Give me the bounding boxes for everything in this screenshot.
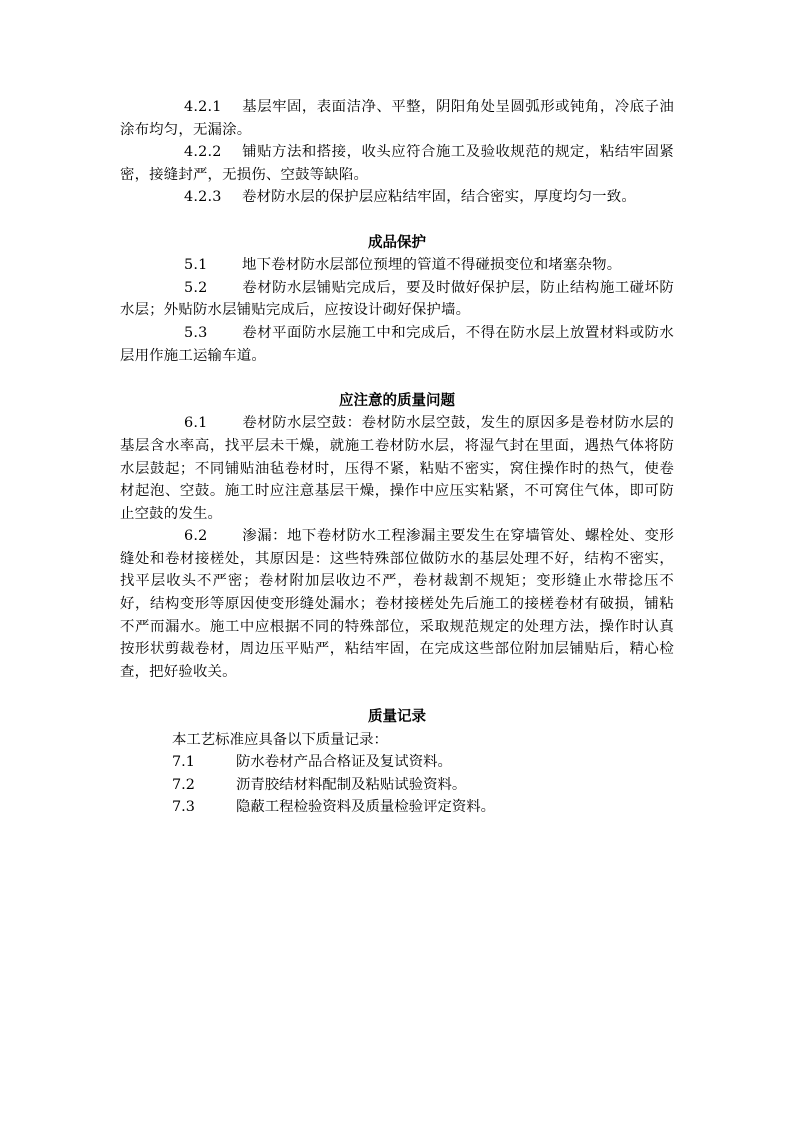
- clause-text: 卷材平面防水层施工中和完成后，不得在防水层上放置材料或防水层用作施工运输车道。: [120, 324, 674, 364]
- clause-number: 4.2.1: [184, 99, 222, 115]
- clause-text: 地下卷材防水层部位预埋的管道不得碰损变位和堵塞杂物。: [242, 257, 622, 274]
- clause-number: 7.3: [172, 799, 195, 816]
- spacer: [120, 683, 674, 706]
- section-heading-quality-issues: 应注意的质量问题: [339, 391, 455, 409]
- clause-number: 6.1: [184, 415, 208, 432]
- document-page: [120, 96, 674, 819]
- clause-text: 防水卷材产品合格证及复试资料。: [236, 754, 452, 771]
- clause-text: 渗漏：地下卷材防水工程渗漏主要发生在穿墙管处、螺栓处、变形缝处和卷材接槎处，其原因是：这些特殊部位做防水的基层处理不好，结构不密实，找平层收头不严密；卷材附加层收边不严，卷材裁割不规矩；变形缝止水带捻压不好，结构变形等原因使变形缝处漏水；卷材接槎处先后施工的接槎卷材有破损，铺粘不严而漏水。施工中应根据不同的特殊部位，采取规范规定的处理方法，操作时认真按形状剪裁卷材，周边压平贴严，粘结牢固，在完成这些部位附加层铺贴后，精心检查，把好验收关。: [120, 528, 674, 680]
- record-7-2: [120, 774, 674, 797]
- section-heading-quality-records: 质量记录: [368, 708, 426, 726]
- clause-number: 5.3: [184, 324, 208, 341]
- clause-number: 5.2: [184, 279, 208, 296]
- spacer: [120, 209, 674, 232]
- clause-number: 4.2.2: [184, 144, 222, 161]
- clause-4-2-2: [120, 141, 674, 186]
- clause-text: 隐蔽工程检验资料及质量检验评定资料。: [236, 799, 496, 816]
- clause-6-2: [120, 525, 674, 683]
- records-intro: 本工艺标准应具备以下质量记录：: [172, 731, 388, 748]
- clause-text: 基层牢固，表面洁净、平整，阴阳角处呈圆弧形或钝角，冷底子油涂布均匀，无漏涂。: [120, 99, 674, 138]
- clause-4-2-1: [120, 96, 674, 141]
- clause-number: 4.2.3: [184, 189, 222, 206]
- clause-5-3: [120, 322, 674, 367]
- spacer: [120, 367, 674, 390]
- clause-number: 7.1: [172, 754, 195, 771]
- clause-text: 卷材防水层空鼓：卷材防水层空鼓，发生的原因多是卷材防水层的基层含水率高，找平层未干燥，就施工卷材防水层，将湿气封在里面，遇热气体将防水层鼓起；不同铺贴油毡卷材时，压得不紧，粘贴不密实，窝住操作时的热气，使卷材起泡、空鼓。施工时应注意基层干燥，操作中应压实粘紧，不可窝住气体，即可防止空鼓的发生。: [120, 415, 674, 522]
- section-heading-product-protection: 成品保护: [368, 233, 426, 251]
- clause-text: 沥青胶结材料配制及粘贴试验资料。: [236, 776, 467, 793]
- clause-4-2-3: [120, 186, 674, 209]
- record-7-3: [120, 796, 674, 819]
- clause-text: 铺贴方法和搭接，收头应符合施工及验收规范的规定，粘结牢固紧密，接缝封严，无损伤、空鼓等缺陷。: [120, 144, 674, 183]
- clause-number: 6.2: [184, 528, 208, 545]
- record-7-1: [120, 751, 674, 774]
- clause-5-1: [120, 254, 674, 277]
- clause-number: 5.1: [184, 257, 208, 274]
- clause-5-2: [120, 277, 674, 322]
- clause-text: 卷材防水层的保护层应粘结牢固，结合密实，厚度均匀一致。: [242, 189, 636, 206]
- clause-6-1: [120, 412, 674, 525]
- clause-number: 7.2: [172, 776, 195, 793]
- clause-text: 卷材防水层铺贴完成后，要及时做好保护层，防止结构施工碰坏防水层；外贴防水层铺贴完成后，应按设计砌好保护墙。: [120, 279, 674, 319]
